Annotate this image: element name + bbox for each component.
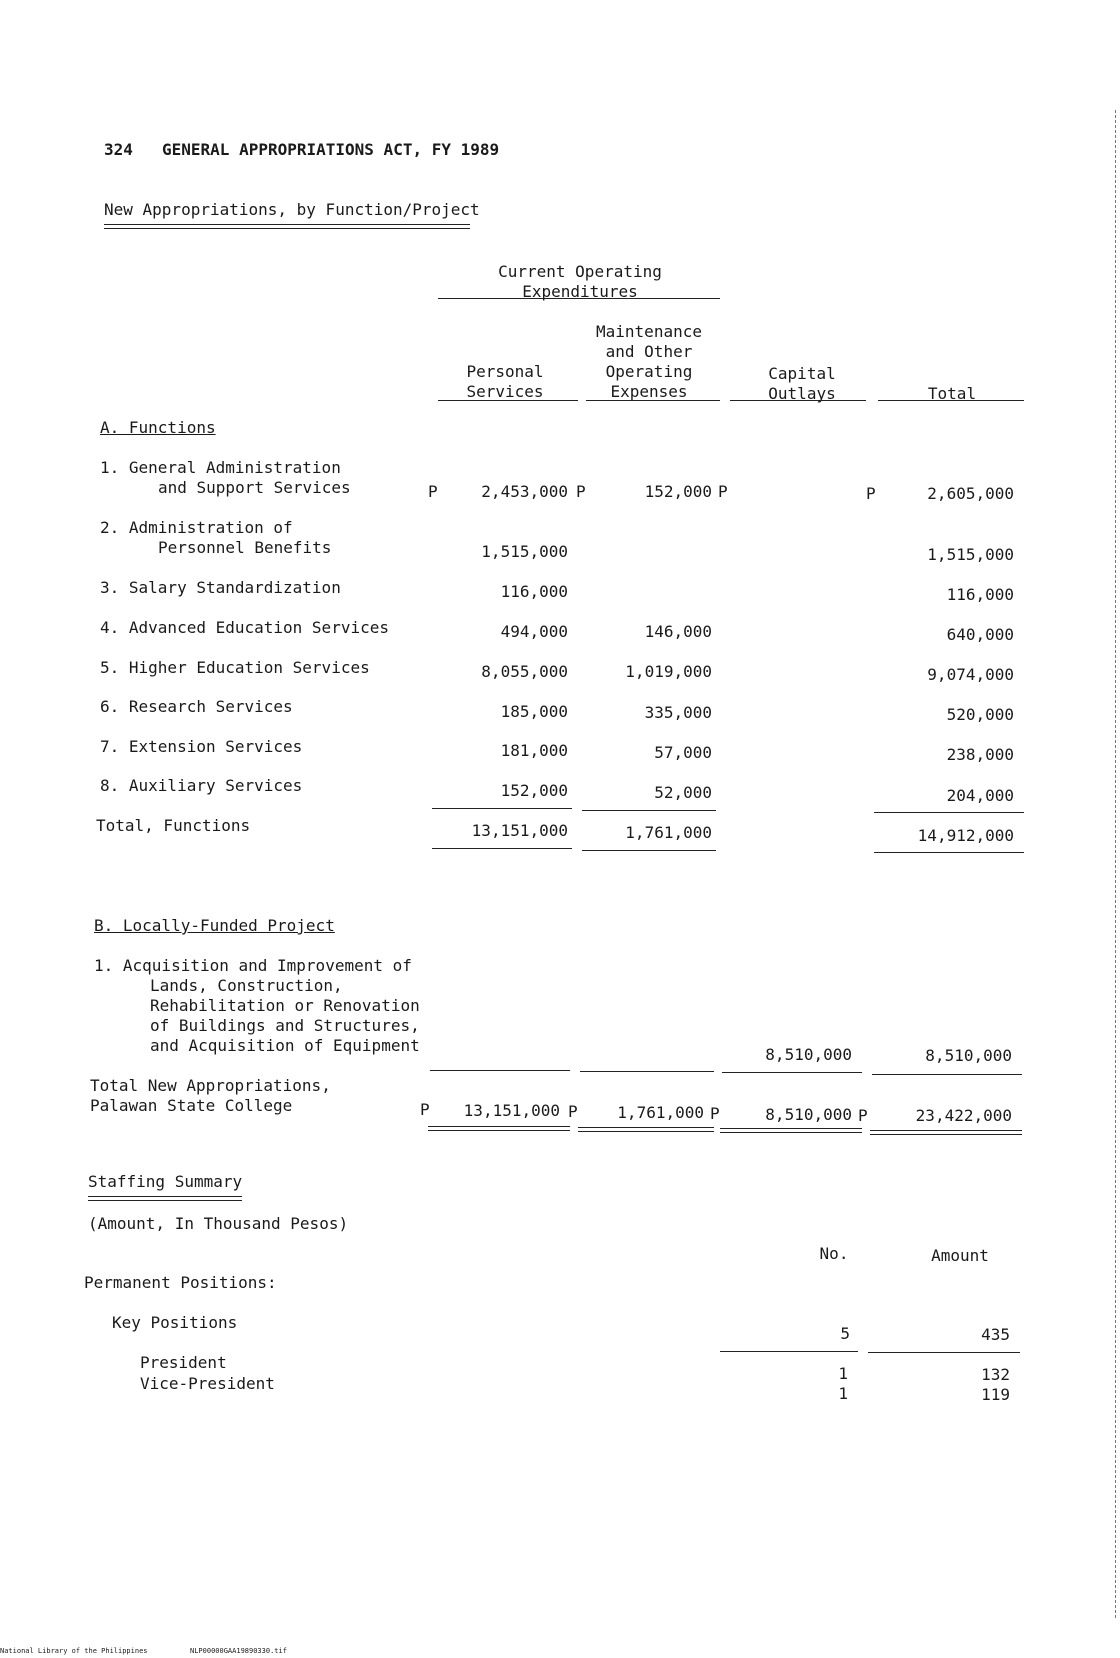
col-current-operating-2: Expenditures (522, 282, 638, 301)
staffing-rule (868, 1352, 1020, 1353)
key-positions-label: Key Positions (112, 1313, 238, 1332)
project-rule (430, 1070, 570, 1071)
total-value: 520,000 (946, 705, 1014, 724)
mooe-value: 57,000 (654, 743, 712, 762)
functions-heading: A. Functions (100, 418, 216, 437)
mooe-value: 1,761,000 (617, 1103, 704, 1122)
total-value: 9,074,000 (927, 665, 1014, 684)
total-value: 14,912,000 (917, 826, 1014, 845)
total-rule (874, 852, 1024, 853)
row-label-cont: Personnel Benefits (158, 538, 332, 557)
row-label: 4. Advanced Education Services (100, 618, 389, 637)
grand-total-label: Total New Appropriations, (90, 1076, 331, 1095)
col-total-rule (878, 400, 1024, 401)
section-title: New Appropriations, by Function/Project (104, 200, 480, 219)
project-label-cont: Lands, Construction, (150, 976, 343, 995)
col-current-operating-1: Current Operating (498, 262, 662, 281)
subtotal-rule (432, 808, 572, 809)
position-label: President (140, 1353, 227, 1372)
total-rule (432, 848, 572, 849)
row-label: 1. General Administration (100, 458, 341, 477)
mooe-value: 1,761,000 (625, 823, 712, 842)
project-label-cont: of Buildings and Structures, (150, 1016, 420, 1035)
col-mooe-rule (586, 400, 720, 401)
personal-value: 2,453,000 (481, 482, 568, 501)
total-rule (582, 850, 716, 851)
position-no: 1 (838, 1384, 848, 1403)
mooe-value: 52,000 (654, 783, 712, 802)
permanent-positions-label: Permanent Positions: (84, 1273, 277, 1292)
col-mooe-4: Expenses (610, 382, 688, 401)
currency-mark: P (718, 482, 728, 501)
page-title: GENERAL APPROPRIATIONS ACT, FY 1989 (162, 140, 500, 159)
col-personal-2: Services (466, 382, 544, 401)
total-value: 204,000 (946, 786, 1014, 805)
personal-value: 152,000 (500, 781, 568, 800)
staffing-col-amount: Amount (931, 1246, 989, 1265)
col-personal-rule (438, 400, 578, 401)
row-label: 8. Auxiliary Services (100, 776, 303, 795)
staffing-note: (Amount, In Thousand Pesos) (88, 1214, 349, 1233)
col-total: Total (927, 384, 977, 403)
grand-total-double-rule (720, 1128, 862, 1133)
staffing-heading-underline (88, 1196, 242, 1201)
personal-value: 181,000 (500, 741, 568, 760)
personal-value: 116,000 (500, 582, 568, 601)
subtotal-rule (874, 812, 1024, 813)
project-label-cont: and Acquisition of Equipment (150, 1036, 420, 1055)
project-rule (722, 1072, 862, 1073)
currency-mark: P (858, 1106, 868, 1125)
project-label-cont: Rehabilitation or Renovation (150, 996, 420, 1015)
capital-value: 8,510,000 (765, 1105, 852, 1124)
row-label-cont: and Support Services (158, 478, 351, 497)
total-value: 1,515,000 (927, 545, 1014, 564)
total-value: 2,605,000 (927, 484, 1014, 503)
position-no: 1 (838, 1364, 848, 1383)
personal-value: 13,151,000 (463, 1101, 560, 1120)
position-label: Vice-President (140, 1374, 275, 1393)
footer-file: NLP00000GAA19890330.tif (190, 1647, 287, 1655)
staffing-rule (720, 1351, 858, 1352)
currency-mark: P (420, 1100, 430, 1119)
position-amount: 119 (981, 1385, 1010, 1404)
total-value: 8,510,000 (925, 1046, 1012, 1065)
col-group-rule (438, 298, 720, 299)
project-label: 1. Acquisition and Improvement of (94, 956, 412, 975)
mooe-value: 1,019,000 (625, 662, 712, 681)
total-functions-label: Total, Functions (96, 816, 251, 835)
currency-mark: P (710, 1104, 720, 1123)
row-label: 2. Administration of (100, 518, 293, 537)
page-number: 324 (104, 140, 133, 159)
personal-value: 494,000 (500, 622, 568, 641)
col-mooe-3: Operating (605, 362, 693, 381)
col-capital-2: Outlays (768, 384, 836, 403)
personal-value: 1,515,000 (481, 542, 568, 561)
mooe-value: 335,000 (644, 703, 712, 722)
page-edge (1115, 110, 1116, 1618)
total-value: 116,000 (946, 585, 1014, 604)
currency-mark: P (576, 482, 586, 501)
col-capital-rule (730, 400, 866, 401)
staffing-heading: Staffing Summary (88, 1172, 243, 1191)
row-label: 6. Research Services (100, 697, 293, 716)
personal-value: 185,000 (500, 702, 568, 721)
grand-total-label-cont: Palawan State College (90, 1096, 293, 1115)
total-value: 238,000 (946, 745, 1014, 764)
col-capital-1: Capital (768, 364, 836, 383)
mooe-value: 146,000 (644, 622, 712, 641)
project-heading: B. Locally-Funded Project (94, 916, 335, 935)
staffing-col-no: No. (819, 1244, 849, 1263)
key-positions-amount: 435 (981, 1325, 1010, 1344)
grand-total-double-rule (870, 1130, 1022, 1135)
grand-total-double-rule (428, 1126, 570, 1131)
subtotal-rule (582, 810, 716, 811)
col-personal-1: Personal (466, 362, 544, 381)
currency-mark: P (428, 482, 438, 501)
personal-value: 13,151,000 (471, 821, 568, 840)
capital-value: 8,510,000 (765, 1045, 852, 1064)
mooe-value: 152,000 (644, 482, 712, 501)
project-rule (580, 1071, 714, 1072)
position-amount: 132 (981, 1365, 1010, 1384)
section-title-underline (104, 224, 470, 229)
total-value: 640,000 (946, 625, 1014, 644)
currency-mark: P (568, 1102, 578, 1121)
footer-library: National Library of the Philippines (0, 1647, 148, 1655)
row-label: 3. Salary Standardization (100, 578, 341, 597)
currency-mark: P (866, 484, 876, 503)
project-rule (872, 1074, 1022, 1075)
row-label: 7. Extension Services (100, 737, 303, 756)
col-mooe-2: and Other (605, 342, 693, 361)
col-mooe-1: Maintenance (596, 322, 702, 341)
total-value: 23,422,000 (915, 1106, 1012, 1125)
personal-value: 8,055,000 (481, 662, 568, 681)
row-label: 5. Higher Education Services (100, 658, 370, 677)
key-positions-no: 5 (840, 1324, 850, 1343)
grand-total-double-rule (578, 1127, 714, 1132)
